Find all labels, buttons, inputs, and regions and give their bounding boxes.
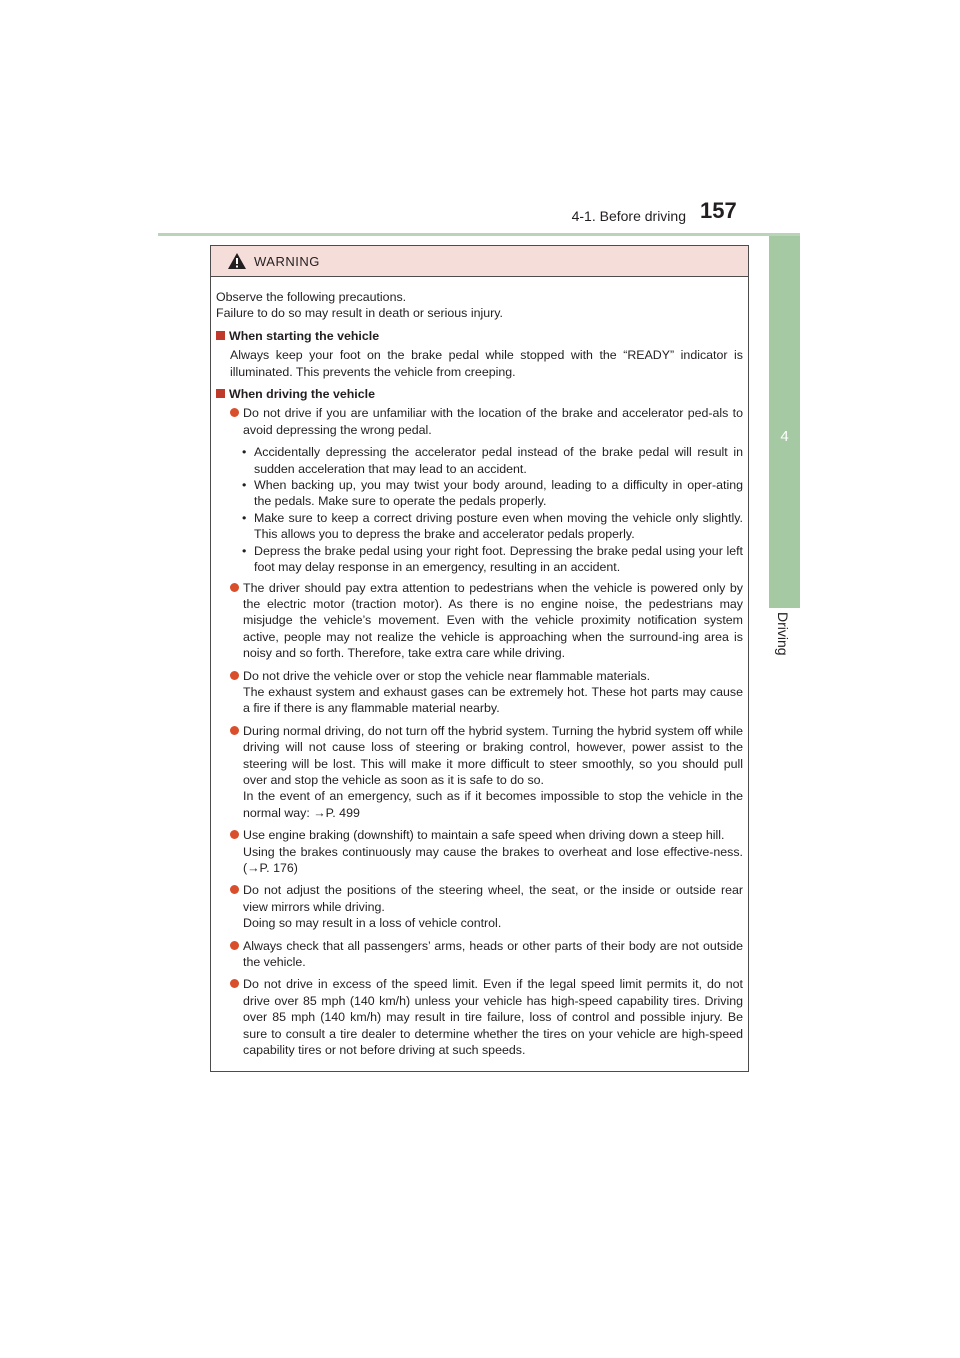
intro-line: Failure to do so may result in death or serious injury.: [216, 306, 503, 321]
section-title: 4-1. Before driving: [571, 208, 686, 224]
warning-bullet: [230, 723, 743, 821]
sub-bullet: [242, 444, 743, 477]
dot-icon: •: [242, 543, 247, 558]
sub-bullet-text: Make sure to keep a correct driving posture even when moving the vehicle only slightly. This allows you to depress the brake and accelerator pedals properly.: [254, 510, 743, 542]
warning-box: [210, 245, 749, 1072]
sub-bullet: [242, 543, 743, 576]
bullet-text: Use engine braking (downshift) to maintain a safe speed when driving down a steep hill.: [243, 828, 725, 843]
chapter-number: 4: [780, 428, 789, 445]
intro-line: Observe the following precautions.: [216, 290, 407, 304]
dot-icon: •: [242, 478, 247, 493]
page-number: 157: [700, 198, 737, 223]
bullet-text: In the event of an emergency, such as if it becomes impossible to stop the vehicle in the normal way: →P. 499: [243, 789, 743, 820]
sub-bullet: [242, 477, 743, 510]
circle-bullet-icon: [230, 979, 239, 988]
circle-bullet-icon: [230, 941, 239, 950]
square-bullet-icon: [216, 331, 225, 340]
header-rule: [158, 233, 800, 236]
warning-bullet: [230, 405, 743, 438]
bullet-text: Doing so may result in a loss of vehicle control.: [243, 916, 502, 931]
bullet-text: Always check that all passengers’ arms, heads or other parts of their body are not outside the vehicle.: [243, 938, 743, 970]
bullet-text: The driver should pay extra attention to pedestrians when the vehicle is powered only by the electric motor (traction motor). As there is no engine noise, the pedestrians may misjudge the vehicle’s movement. Even with the vehicle proximity notification system active, people may not realize the vehicle is approaching when the surround-ing area is noisy and so forth. Therefore, take extra care while driving.: [243, 580, 743, 661]
circle-bullet-icon: [230, 830, 239, 839]
bullet-text: Do not drive the vehicle over or stop the vehicle near flammable materials.: [243, 668, 651, 683]
section-text: Always keep your foot on the brake pedal while stopped with the “READY” indicator is illuminated. This prevents the vehicle from creeping.: [230, 348, 743, 379]
section-heading: [216, 328, 743, 344]
warning-bullet: [230, 827, 743, 876]
warning-body: [211, 277, 748, 1058]
circle-bullet-icon: [230, 583, 239, 592]
dot-icon: •: [242, 510, 247, 525]
warning-bullet: [230, 938, 743, 971]
bullet-text: Do not drive in excess of the speed limit. Even if the legal speed limit permits it, do not drive over 85 mph (140 km/h) unless your vehicle has high-speed capability tires. Driving over 85 mph (140 km/h) may result in tire failure, loss of control and possible injury. Be sure to consult a tire dealer to determine whether the tires on your vehicle are high-speed capability tires or not before driving at such speeds.: [243, 977, 743, 1058]
chapter-label: Driving: [775, 612, 791, 656]
bullet-text: Do not drive if you are unfamiliar with the location of the brake and accelerator ped-als to avoid depressing the wrong pedal.: [243, 406, 743, 437]
bullet-text: Do not adjust the positions of the steering wheel, the seat, or the inside or outside rear view mirrors while driving.: [243, 883, 743, 914]
warning-bullet: [230, 976, 743, 1058]
bullet-text: Using the brakes continuously may cause the brakes to overheat and lose effective-ness. (→P. 176): [243, 844, 743, 875]
warning-bullet: [230, 580, 743, 662]
square-bullet-icon: [216, 389, 225, 398]
sub-bullet-list: [216, 444, 743, 575]
sub-bullet-text: Depress the brake pedal using your right foot. Depressing the brake pedal using your left foot may delay response in an emergency, resulting in an accident.: [254, 543, 743, 575]
circle-bullet-icon: [230, 885, 239, 894]
bullet-text: The exhaust system and exhaust gases can be extremely hot. These hot parts may cause a fire if there is any flammable material nearby.: [243, 684, 743, 716]
sub-bullet-text: When backing up, you may twist your body around, leading to a difficulty in oper-ating the pedals. Make sure to operate the pedals properly.: [254, 478, 743, 509]
warning-header: [211, 246, 748, 277]
warning-triangle-icon: [227, 252, 247, 270]
warning-bullet: [230, 668, 743, 717]
circle-bullet-icon: [230, 408, 239, 417]
section-heading-text: When driving the vehicle: [229, 387, 375, 402]
sub-bullet: [242, 510, 743, 543]
dot-icon: •: [242, 445, 247, 460]
section-heading-text: When starting the vehicle: [229, 328, 380, 343]
warning-title: WARNING: [254, 253, 320, 269]
circle-bullet-icon: [230, 671, 239, 680]
section-heading: [216, 386, 743, 402]
chapter-side-tab: [769, 236, 800, 608]
sub-bullet-text: Accidentally depressing the accelerator pedal instead of the brake pedal will result in sudden acceleration that may lead to an accident.: [254, 445, 743, 476]
warning-bullet: [230, 882, 743, 931]
circle-bullet-icon: [230, 726, 239, 735]
bullet-text: During normal driving, do not turn off the hybrid system. Turning the hybrid system off while driving will not cause loss of steering or braking control, however, power assist to the steering will be lost. This will make it more difficult to steer smoothly, so you should pull over and stop the vehicle as soon as it is safe to do so.: [243, 723, 743, 787]
